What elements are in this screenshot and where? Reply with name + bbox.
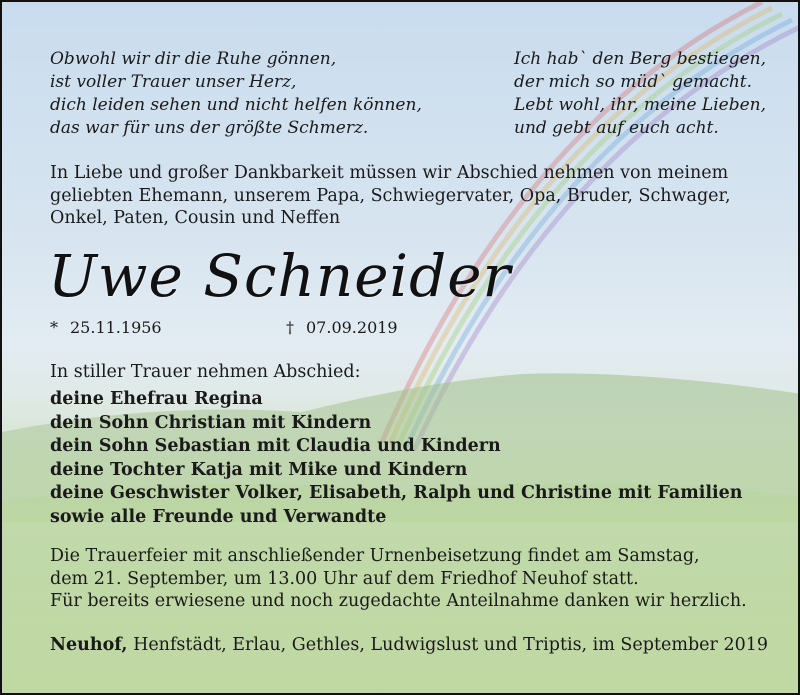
mourner-line: sowie alle Freunde und Verwandte xyxy=(50,506,387,527)
deceased-name: Uwe Schneider xyxy=(48,242,512,310)
intro-text xyxy=(50,162,731,230)
service-line: Für bereits erwiesene und noch zugedachte Anteilnahme danken wir herzlich. xyxy=(50,591,747,611)
service-line: Die Trauerfeier mit anschließender Urnenbeisetzung findet am Samstag, xyxy=(50,546,700,566)
intro-line: geliebten Ehemann, unserem Papa, Schwiegervater, Opa, Bruder, Schwager, xyxy=(50,185,731,206)
service-line: dem 21. September, um 13.00 Uhr auf dem Friedhof Neuhof statt. xyxy=(50,568,639,589)
verse-left xyxy=(50,48,422,140)
verse-right xyxy=(514,48,766,140)
mourner-line: deine Tochter Katja mit Mike und Kindern xyxy=(50,459,468,480)
birth-date-value: 25.11.1956 xyxy=(70,318,162,337)
mourners-intro: In stiller Trauer nehmen Abschied: xyxy=(50,362,361,382)
place-town: Neuhof, xyxy=(50,635,128,655)
verse-line: ist voller Trauer unser Herz, xyxy=(50,72,297,92)
intro-line: In Liebe und großer Dankbarkeit müssen wir Abschied nehmen von meinem xyxy=(50,163,729,183)
verse-line: dich leiden sehen und nicht helfen können, xyxy=(50,95,422,115)
place-and-date xyxy=(50,635,768,655)
birth-date xyxy=(50,318,162,337)
place-rest: Henfstädt, Erlau, Gethles, Ludwigslust und Triptis, im September 2019 xyxy=(127,635,768,655)
verse-line: Lebt wohl, ihr, meine Lieben, xyxy=(514,95,767,115)
mourner-line: deine Geschwister Volker, Elisabeth, Ralph und Christine mit Familien xyxy=(50,483,743,503)
mourner-line: dein Sohn Sebastian mit Claudia und Kindern xyxy=(50,436,501,456)
death-date-value: 07.09.2019 xyxy=(306,318,398,337)
death-date xyxy=(286,318,398,337)
verse-line: und gebt auf euch acht. xyxy=(514,118,719,138)
verse-line: das war für uns der größte Schmerz. xyxy=(50,118,369,138)
verse-line: Obwohl wir dir die Ruhe gönnen, xyxy=(50,49,337,69)
mourner-line: dein Sohn Christian mit Kindern xyxy=(50,412,372,433)
birth-symbol: * xyxy=(50,318,58,337)
mourners-list xyxy=(50,388,743,529)
intro-line: Onkel, Paten, Cousin und Neffen xyxy=(50,208,341,228)
cross-icon: † xyxy=(286,318,294,337)
service-info xyxy=(50,545,747,613)
verse-line: Ich hab` den Berg bestiegen, xyxy=(514,49,767,69)
verse-line: der mich so müd` gemacht. xyxy=(514,72,753,92)
mourner-line: deine Ehefrau Regina xyxy=(50,389,263,409)
